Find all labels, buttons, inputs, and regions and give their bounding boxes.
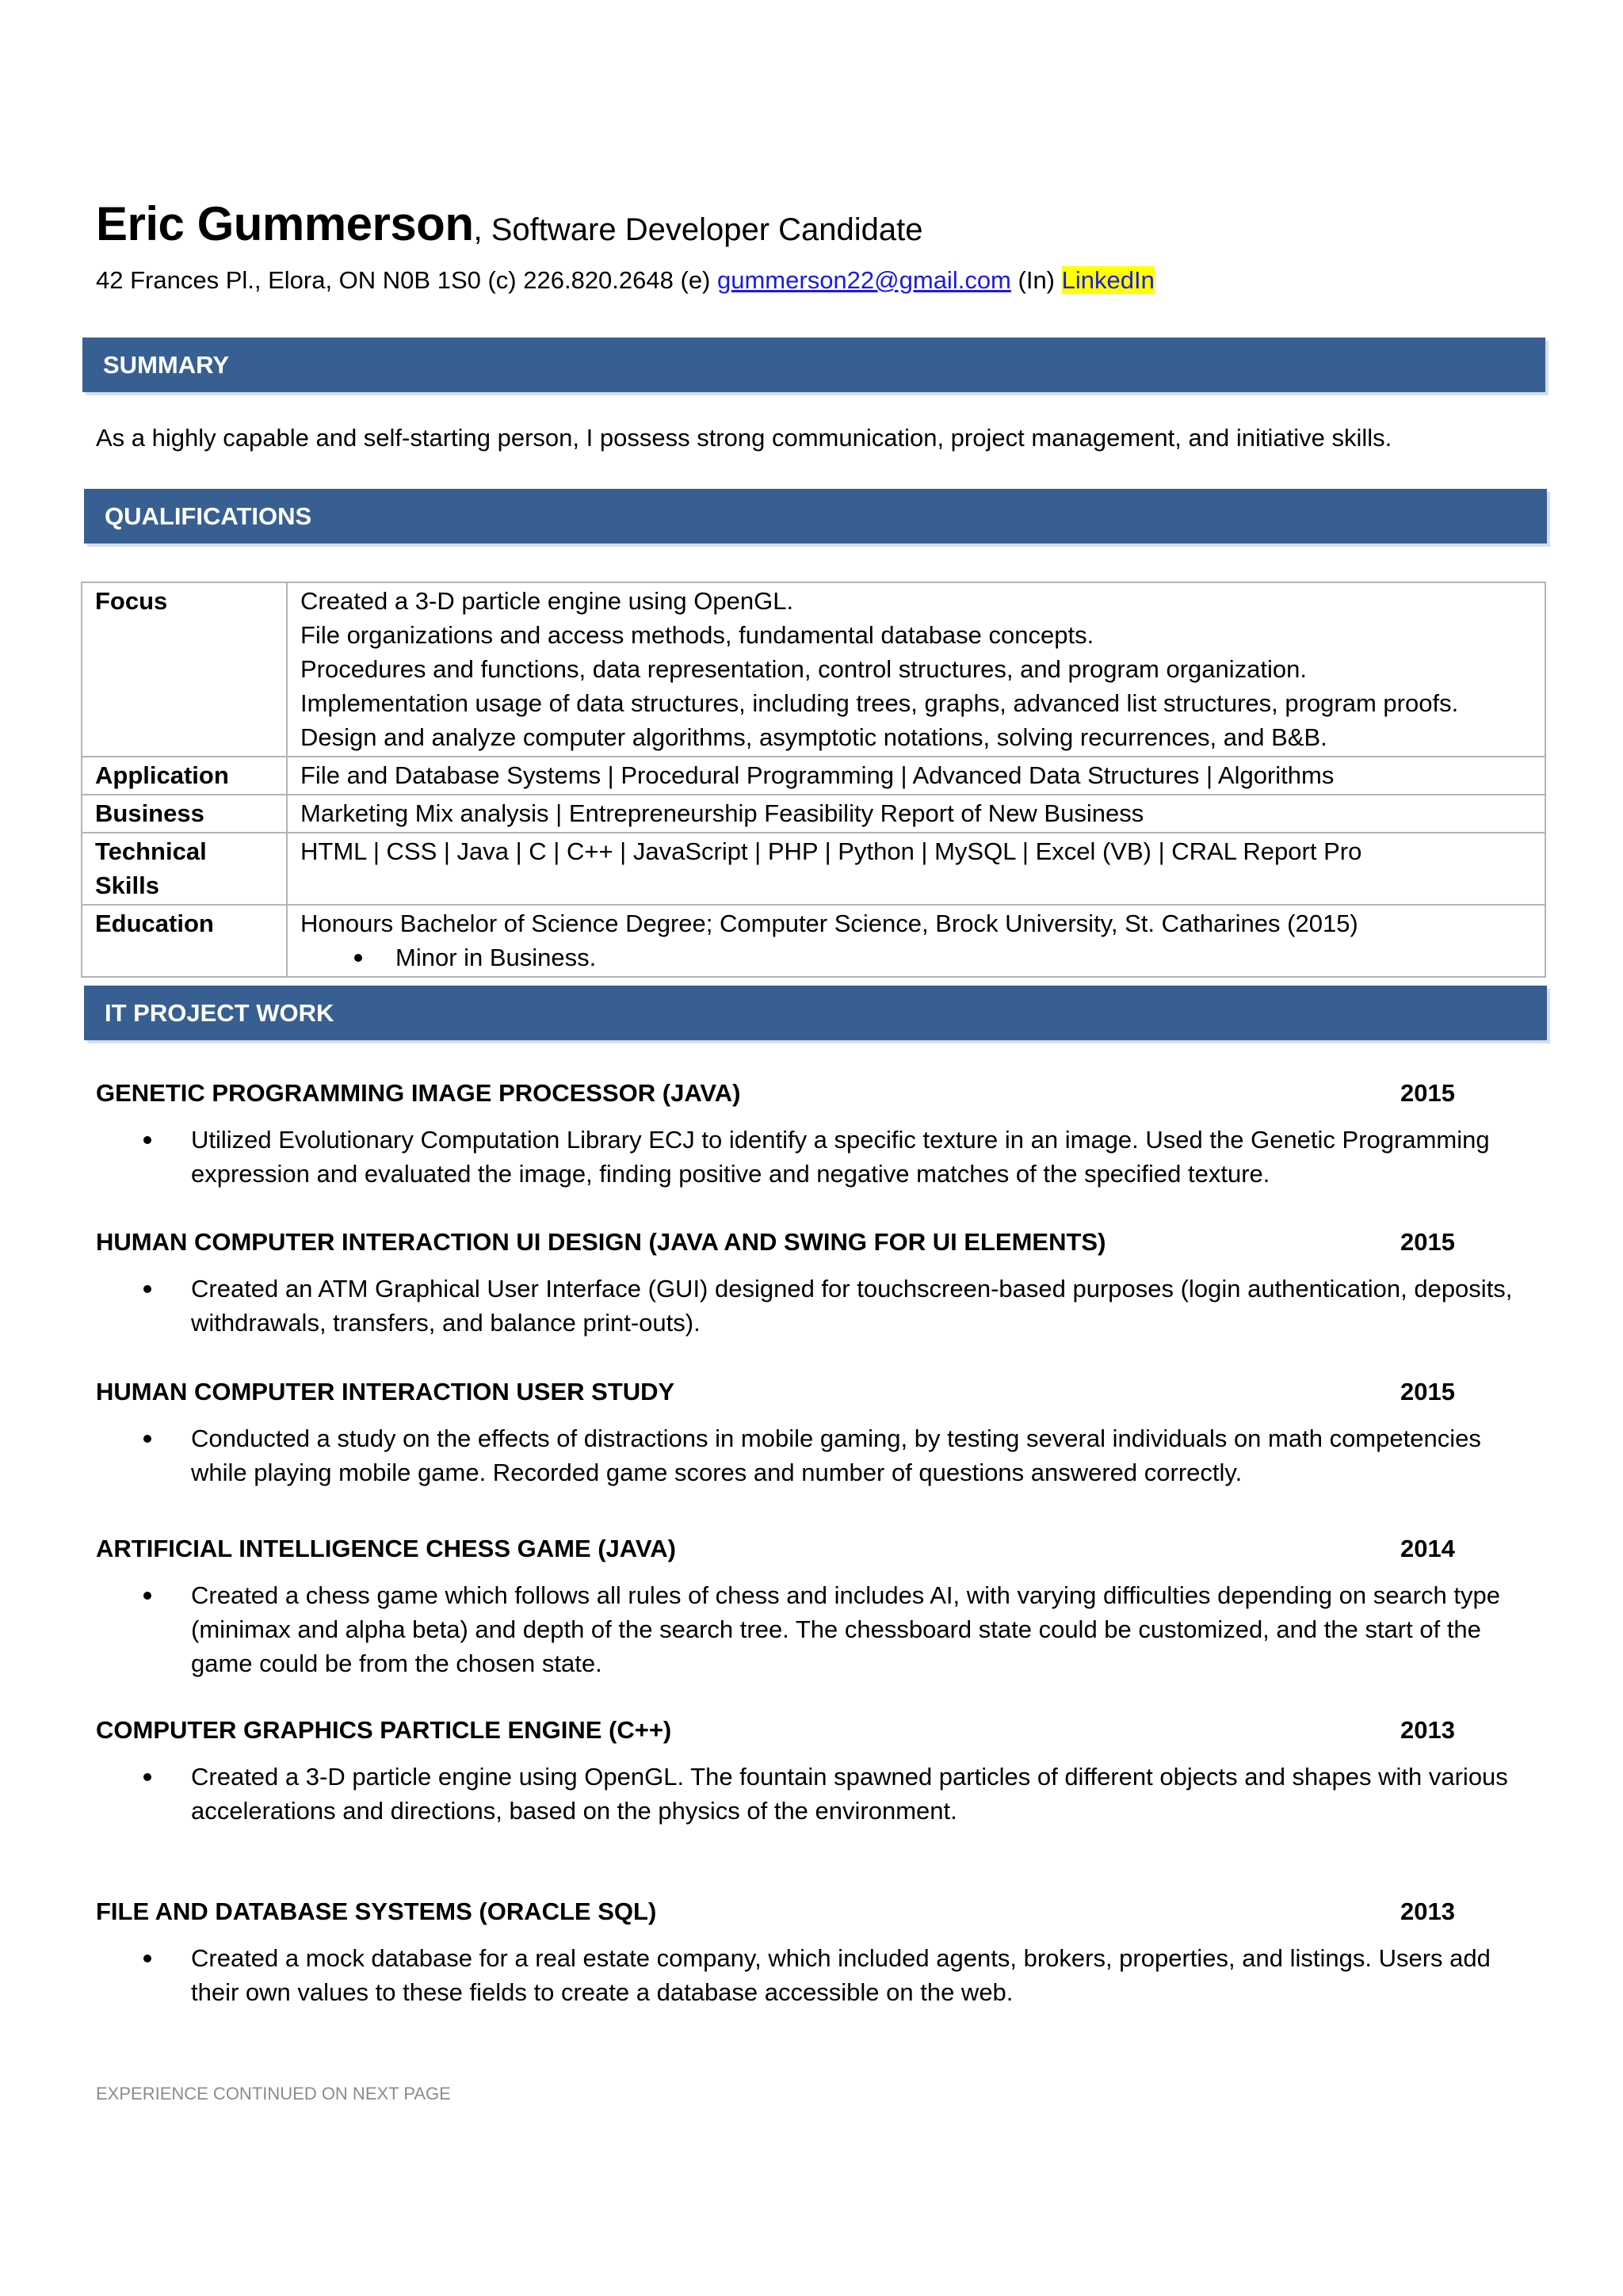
project-description (96, 1578, 1522, 1680)
project-description (96, 1421, 1522, 1489)
project-description (96, 1123, 1522, 1191)
project-year: 2015 (1400, 1378, 1455, 1405)
focus-line: Implementation usage of data structures, including trees, graphs, advanced list structures, program proofs. (300, 689, 1459, 717)
candidate-title: , Software Developer Candidate (473, 212, 923, 247)
summary-text: As a highly capable and self-starting person, I possess strong communication, project management, and initiative skills. (96, 424, 1392, 452)
project-description-text: Utilized Evolutionary Computation Library ECJ to identify a specific texture in an image. Used the Genetic Programming expression and evaluated the image, finding positive and negative matches of the specified texture. (191, 1126, 1490, 1188)
focus-line: Design and analyze computer algorithms, asymptotic notations, solving recurrences, and B&B. (300, 723, 1327, 751)
project-year: 2015 (1400, 1228, 1455, 1256)
linkedin-link[interactable]: LinkedIn (1061, 266, 1155, 294)
name-heading (96, 196, 923, 251)
project-header (96, 1228, 1522, 1263)
project-title: FILE AND DATABASE SYSTEMS (ORACLE SQL) (96, 1897, 657, 1925)
focus-line: File organizations and access methods, fundamental database concepts. (300, 621, 1094, 649)
table-row (82, 833, 1545, 905)
project-item (96, 1897, 1522, 2009)
bullet-icon (143, 1773, 151, 1781)
contact-address-phone: 42 Frances Pl., Elora, ON N0B 1S0 (c) 226.820.2648 (e) (96, 266, 717, 294)
project-description (96, 1272, 1522, 1340)
project-year: 2014 (1400, 1535, 1455, 1562)
bullet-icon (143, 1435, 151, 1443)
project-header (96, 1897, 1522, 1932)
projects-section-bar (84, 986, 1547, 1040)
table-row (82, 757, 1545, 795)
business-label: Business (82, 795, 287, 833)
focus-label: Focus (82, 582, 287, 757)
table-row (82, 795, 1545, 833)
project-description-text: Created a mock database for a real estate company, which included agents, brokers, properties, and listings. Users add their own values to these fields to create a database accessible on the web. (191, 1944, 1491, 2006)
project-description-text: Conducted a study on the effects of distractions in mobile gaming, by testing several individuals on math competencies while playing mobile game. Recorded game scores and number of questions answered correctly. (191, 1425, 1481, 1486)
project-item (96, 1716, 1522, 1828)
project-item (96, 1228, 1522, 1340)
focus-content (287, 582, 1545, 757)
summary-heading: SUMMARY (103, 350, 230, 379)
technical-skills-content: HTML | CSS | Java | C | C++ | JavaScript | PHP | Python | MySQL | Excel (VB) | CRAL Report Pro (287, 833, 1545, 905)
project-header (96, 1079, 1522, 1114)
application-label: Application (82, 757, 287, 795)
focus-line: Procedures and functions, data representation, control structures, and program organization. (300, 655, 1308, 683)
business-content: Marketing Mix analysis | Entrepreneurship Feasibility Report of New Business (287, 795, 1545, 833)
qualifications-section-bar (84, 489, 1547, 543)
contact-line (96, 266, 1155, 295)
project-item (96, 1535, 1522, 1680)
project-title: ARTIFICIAL INTELLIGENCE CHESS GAME (JAVA) (96, 1535, 676, 1562)
project-header (96, 1378, 1522, 1413)
project-title: HUMAN COMPUTER INTERACTION UI DESIGN (JAVA AND SWING FOR UI ELEMENTS) (96, 1228, 1106, 1256)
education-degree: Honours Bachelor of Science Degree; Computer Science, Brock University, St. Catharines (2015) (300, 910, 1358, 937)
project-header (96, 1535, 1522, 1569)
bullet-icon (143, 1592, 151, 1600)
application-content: File and Database Systems | Procedural Programming | Advanced Data Structures | Algorithms (287, 757, 1545, 795)
candidate-name: Eric Gummerson (96, 197, 474, 250)
project-title: GENETIC PROGRAMMING IMAGE PROCESSOR (JAVA) (96, 1079, 741, 1107)
bullet-icon (143, 1136, 151, 1144)
qualifications-table (81, 582, 1546, 978)
summary-section-bar (82, 338, 1545, 392)
project-description-text: Created an ATM Graphical User Interface (GUI) designed for touchscreen-based purposes (login authentication, deposits, withdrawals, transfers, and balance print-outs). (191, 1275, 1513, 1337)
project-description-text: Created a chess game which follows all rules of chess and includes AI, with varying difficulties depending on search type (minimax and alpha beta) and depth of the search tree. The chessboard state could be customized, and the start of the game could be from the chosen state. (191, 1581, 1500, 1677)
project-year: 2013 (1400, 1897, 1455, 1925)
focus-line: Created a 3-D particle engine using OpenGL. (300, 587, 794, 615)
project-year: 2013 (1400, 1716, 1455, 1744)
bullet-icon (143, 1285, 151, 1293)
project-description (96, 1941, 1522, 2009)
education-minor: Minor in Business. (300, 940, 1532, 974)
bullet-icon (143, 1955, 151, 1962)
education-content (287, 905, 1545, 977)
project-item (96, 1079, 1522, 1191)
table-row (82, 905, 1545, 977)
project-description-text: Created a 3-D particle engine using OpenGL. The fountain spawned particles of different objects and shapes with various accelerations and directions, based on the physics of the environment. (191, 1763, 1508, 1825)
project-header (96, 1716, 1522, 1751)
qualifications-heading: QUALIFICATIONS (105, 502, 312, 530)
project-item (96, 1378, 1522, 1489)
project-title: COMPUTER GRAPHICS PARTICLE ENGINE (C++) (96, 1716, 672, 1744)
projects-heading: IT PROJECT WORK (105, 998, 334, 1027)
project-year: 2015 (1400, 1079, 1455, 1107)
project-title: HUMAN COMPUTER INTERACTION USER STUDY (96, 1378, 675, 1405)
linkedin-prefix: (In) (1010, 266, 1062, 294)
project-description (96, 1760, 1522, 1828)
email-link[interactable]: gummerson22@gmail.com (717, 266, 1011, 294)
technical-skills-label: Technical Skills (82, 833, 287, 905)
table-row (82, 582, 1545, 757)
continued-note: EXPERIENCE CONTINUED ON NEXT PAGE (96, 2084, 451, 2103)
education-label: Education (82, 905, 287, 977)
